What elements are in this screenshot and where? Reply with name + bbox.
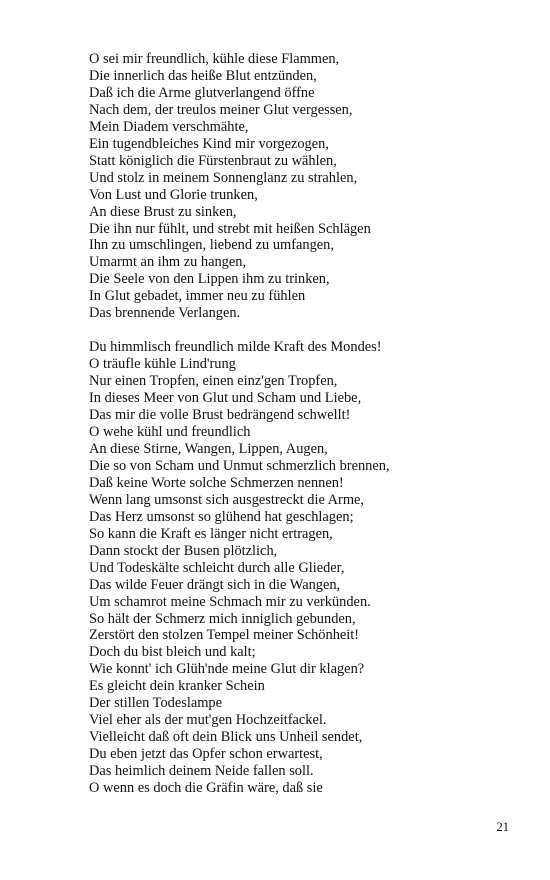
- poem-line: Zerstört den stolzen Tempel meiner Schönheit!: [89, 627, 360, 644]
- poem-line: O sei mir freundlich, kühle diese Flammen,: [89, 51, 340, 67]
- poem-line: Das Herz umsonst so glühend hat geschlagen;: [89, 508, 354, 525]
- poem-line: Das wilde Feuer drängt sich in die Wangen,: [89, 576, 341, 593]
- poem-line: Vielleicht daß oft dein Blick uns Unheil sendet,: [89, 729, 363, 746]
- poem-line: Es gleicht dein kranker Schein: [89, 678, 265, 695]
- poem-line: Nach dem, der treulos meiner Glut vergessen,: [89, 101, 353, 118]
- poem-line: Die so von Scham und Unmut schmerzlich brennen,: [89, 457, 390, 474]
- poem-line: Das mir die volle Brust bedrängend schwellt!: [89, 407, 351, 424]
- poem-line: Statt königlich die Fürstenbraut zu wählen,: [89, 152, 337, 169]
- poem-line: Wenn lang umsonst sich ausgestreckt die Arme,: [89, 491, 365, 508]
- poem-line: Und stolz in meinem Sonnenglanz zu strahlen,: [89, 169, 358, 186]
- poem-line: So hält der Schmerz mich inniglich gebunden,: [89, 610, 356, 627]
- poem-line: Umarmt an ihm zu hangen,: [89, 254, 247, 271]
- poem-line: Die Seele von den Lippen ihm zu trinken,: [89, 271, 330, 288]
- poem-line: Du eben jetzt das Opfer schon erwartest,: [89, 746, 323, 763]
- poem-line: Die ihn nur fühlt, und strebt mit heißen Schlägen: [89, 220, 371, 237]
- poem-line: Wie konnt' ich Glüh'nde meine Glut dir klagen?: [89, 661, 365, 678]
- poem-line: O wehe kühl und freundlich: [89, 424, 251, 441]
- poem-line: Um schamrot meine Schmach mir zu verkünden.: [89, 593, 371, 610]
- poem-line: O träufle kühle Lind'rung: [89, 356, 236, 373]
- poem-line: Doch du bist bleich und kalt;: [89, 644, 256, 661]
- poem-line: Dann stockt der Busen plötzlich,: [89, 542, 278, 559]
- poem-line: O wenn es doch die Gräfin wäre, daß sie: [89, 780, 323, 797]
- poem-line: An diese Stirne, Wangen, Lippen, Augen,: [89, 440, 328, 457]
- poem-line: Ihn zu umschlingen, liebend zu umfangen,: [89, 237, 334, 254]
- poem-line: Das heimlich deinem Neide fallen soll.: [89, 763, 314, 780]
- stanza: [89, 51, 529, 322]
- stanza: [89, 339, 529, 797]
- poem-line: Die innerlich das heiße Blut entzünden,: [89, 67, 317, 84]
- poem-line: So kann die Kraft es länger nicht ertragen,: [89, 525, 333, 542]
- poem-line: An diese Brust zu sinken,: [89, 203, 237, 220]
- poem-line: In Glut gebadet, immer neu zu fühlen: [89, 288, 306, 305]
- poem-line: Mein Diadem verschmähte,: [89, 118, 249, 135]
- poem-line: Von Lust und Glorie trunken,: [89, 186, 258, 203]
- poem-line: Viel eher als der mut'gen Hochzeitfackel.: [89, 712, 327, 729]
- poem-text: [89, 51, 529, 797]
- poem-line: In dieses Meer von Glut und Scham und Liebe,: [89, 390, 362, 407]
- page-number: 21: [496, 820, 509, 834]
- poem-line: Der stillen Todeslampe: [89, 695, 223, 712]
- poem-line: Du himmlisch freundlich milde Kraft des Mondes!: [89, 339, 382, 356]
- poem-line: Daß ich die Arme glutverlangend öffne: [89, 84, 315, 101]
- poem-line: Das brennende Verlangen.: [89, 305, 241, 322]
- poem-line: Daß keine Worte solche Schmerzen nennen!: [89, 474, 344, 491]
- poem-line: Nur einen Tropfen, einen einz'gen Tropfen,: [89, 373, 338, 390]
- poem-line: Ein tugendbleiches Kind mir vorgezogen,: [89, 135, 329, 152]
- poem-line: Und Todeskälte schleicht durch alle Glieder,: [89, 559, 345, 576]
